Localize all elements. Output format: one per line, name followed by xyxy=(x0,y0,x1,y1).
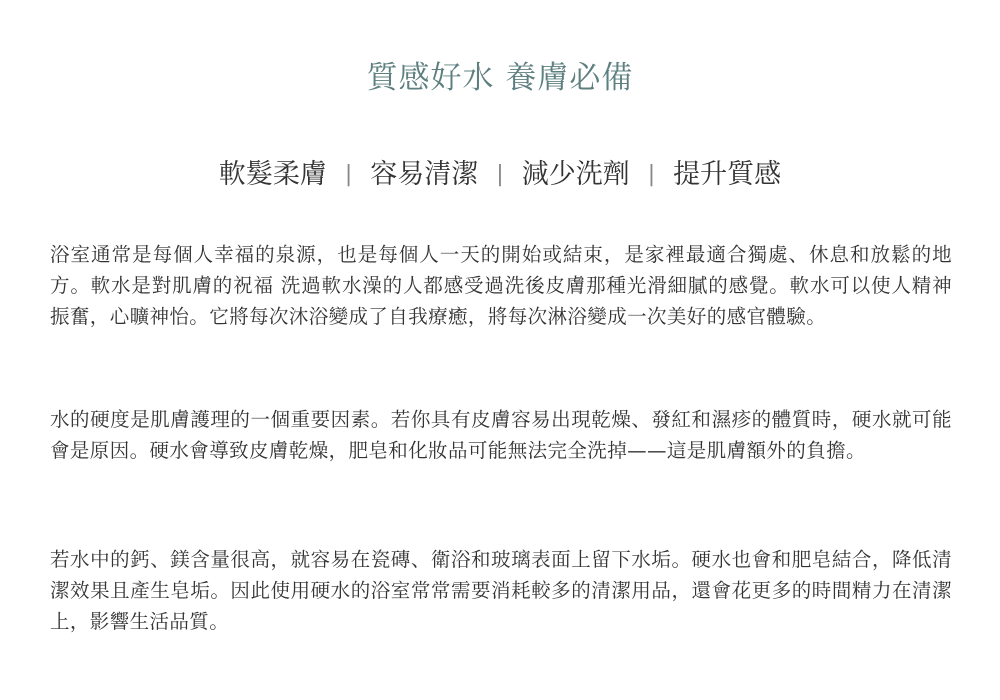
feature-soft-hair: 軟髮柔膚 xyxy=(218,159,327,190)
feature-separator: | xyxy=(496,162,504,187)
feature-separator: | xyxy=(344,162,353,187)
feature-improve-quality: 提升質感 xyxy=(673,159,782,190)
page-title: 質感好水 養膚必備 xyxy=(366,60,634,96)
feature-list xyxy=(0,155,1000,195)
feature-easy-clean: 容易清潔 xyxy=(370,159,479,190)
feature-separator: | xyxy=(647,162,656,187)
paragraph-limescale: 若水中的鈣、鎂含量很高，就容易在瓷磚、衛浴和玻璃表面上留下水垢。硬水也會和肥皂結合，降低清潔效果且產生皂垢。因此使用硬水的浴室常常需要消耗較多的清潔用品，還會花更多的時間精力在清潔上，影響生活品質。 xyxy=(50,548,952,633)
feature-less-detergent: 減少洗劑 xyxy=(521,159,630,190)
paragraph-bathroom: 浴室通常是每個人幸福的泉源，也是每個人一天的開始或結束，是家裡最適合獨處、休息和放鬆的地方。軟水是對肌膚的祝福 洗過軟水澡的人都感受過洗後皮膚那種光滑細膩的感覺。軟水可以使人精神振奮，心曠神怡。它將每次沐浴變成了自我療癒，將每次淋浴變成一次美好的感官體驗。 xyxy=(50,243,952,328)
paragraph-water-hardness: 水的硬度是肌膚護理的一個重要因素。若你具有皮膚容易出現乾燥、發紅和濕疹的體質時，硬水就可能會是原因。硬水會導致皮膚乾燥，肥皂和化妝品可能無法完全洗掉——這是肌膚額外的負擔。 xyxy=(50,408,952,462)
